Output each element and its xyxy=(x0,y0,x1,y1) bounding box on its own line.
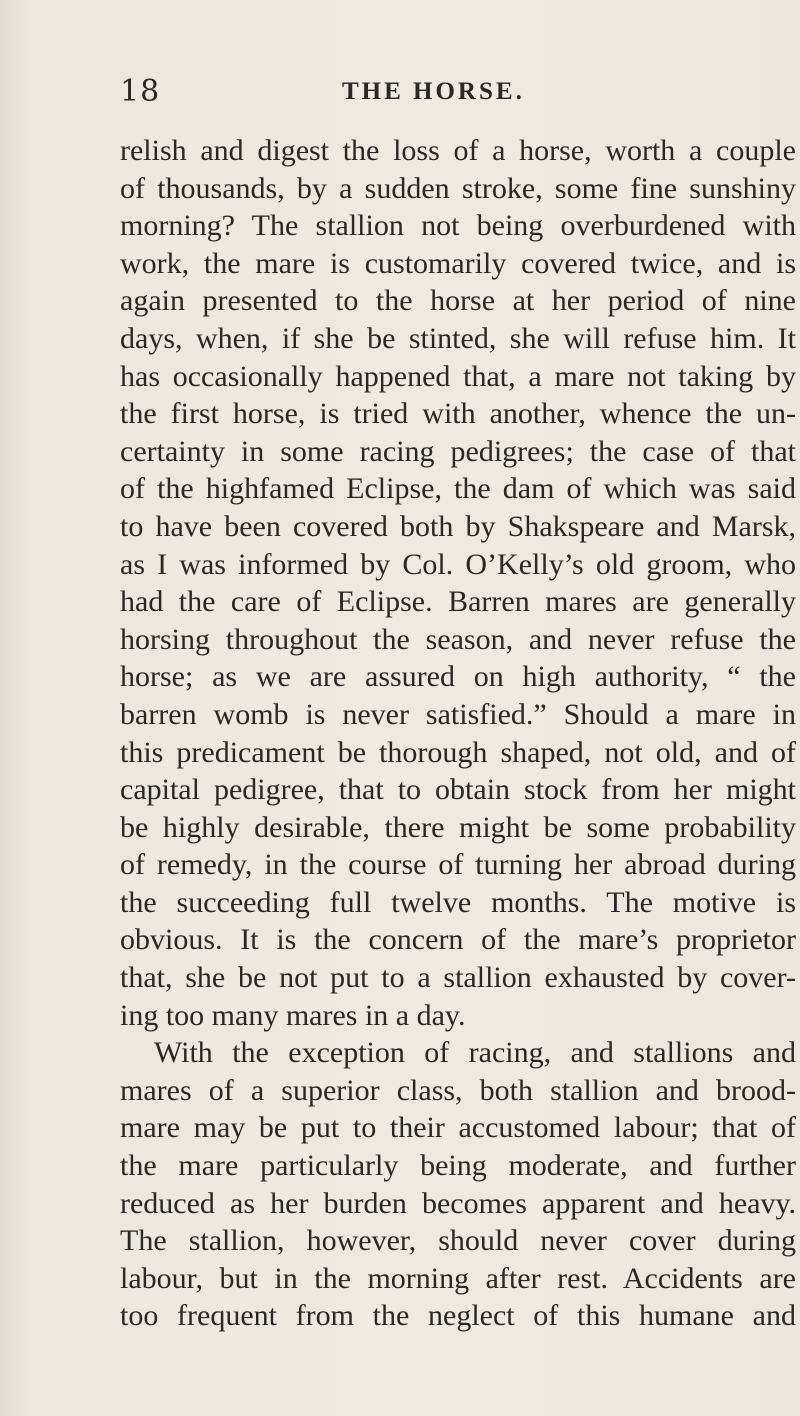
text-line: to have been covered both by Shakspeare and Marsk, xyxy=(120,509,796,543)
text-line: obvious. It is the concern of the mare’s proprietor xyxy=(120,923,796,957)
text-line: be highly desirable, there might be some probability xyxy=(120,810,796,844)
text-line: mare may be put to their accustomed labour; that of xyxy=(120,1111,796,1145)
text-line: reduced as her burden becomes apparent and heavy. xyxy=(120,1186,796,1220)
text-line: horsing throughout the season, and never refuse the xyxy=(120,622,796,656)
text-line: capital pedigree, that to obtain stock from her might xyxy=(120,773,796,807)
text-line: had the care of Eclipse. Barren mares are generally xyxy=(120,585,796,619)
text-line: again presented to the horse at her period of nine xyxy=(120,284,796,318)
text-line: this predicament be thorough shaped, not old, and of xyxy=(120,735,796,769)
page-header xyxy=(120,74,800,114)
running-title: THE HORSE. xyxy=(342,78,525,105)
paragraph-start-line: With the exception of racing, and stallions and xyxy=(154,1036,796,1070)
text-line: of the highfamed Eclipse, the dam of which was said xyxy=(120,472,796,506)
text-line: mares of a superior class, both stallion and brood- xyxy=(120,1073,796,1107)
text-line: days, when, if she be stinted, she will refuse him. It xyxy=(120,321,796,355)
text-line: has occasionally happened that, a mare not taking by xyxy=(120,359,796,393)
text-line: as I was informed by Col. O’Kelly’s old groom, who xyxy=(120,547,796,581)
text-line: horse; as we are assured on high authority, “ the xyxy=(120,660,796,694)
text-line: too frequent from the neglect of this humane and xyxy=(120,1299,796,1333)
text-line: relish and digest the loss of a horse, worth a couple xyxy=(120,134,796,167)
text-line: that, she be not put to a stallion exhausted by cover- xyxy=(120,961,796,995)
text-line: the succeeding full twelve months. The motive is xyxy=(120,885,796,919)
text-line: certainty in some racing pedigrees; the case of that xyxy=(120,434,796,468)
page-number: 18 xyxy=(120,74,161,109)
text-line: ing too many mares in a day. xyxy=(120,998,466,1032)
text-line: work, the mare is customarily covered twice, and is xyxy=(120,246,796,280)
body-text xyxy=(120,132,796,1335)
text-line: of remedy, in the course of turning her abroad during xyxy=(120,848,796,882)
text-line: barren womb is never satisfied.” Should a mare in xyxy=(120,697,796,731)
text-line: morning? The stallion not being overburdened with xyxy=(120,209,796,243)
text-line: of thousands, by a sudden stroke, some fine sunshiny xyxy=(120,171,796,205)
text-line: the mare particularly being moderate, and further xyxy=(120,1149,796,1183)
text-line: labour, but in the morning after rest. Accidents are xyxy=(120,1261,796,1295)
text-line: the first horse, is tried with another, whence the un- xyxy=(120,397,796,431)
text-line: The stallion, however, should never cover during xyxy=(120,1224,796,1258)
